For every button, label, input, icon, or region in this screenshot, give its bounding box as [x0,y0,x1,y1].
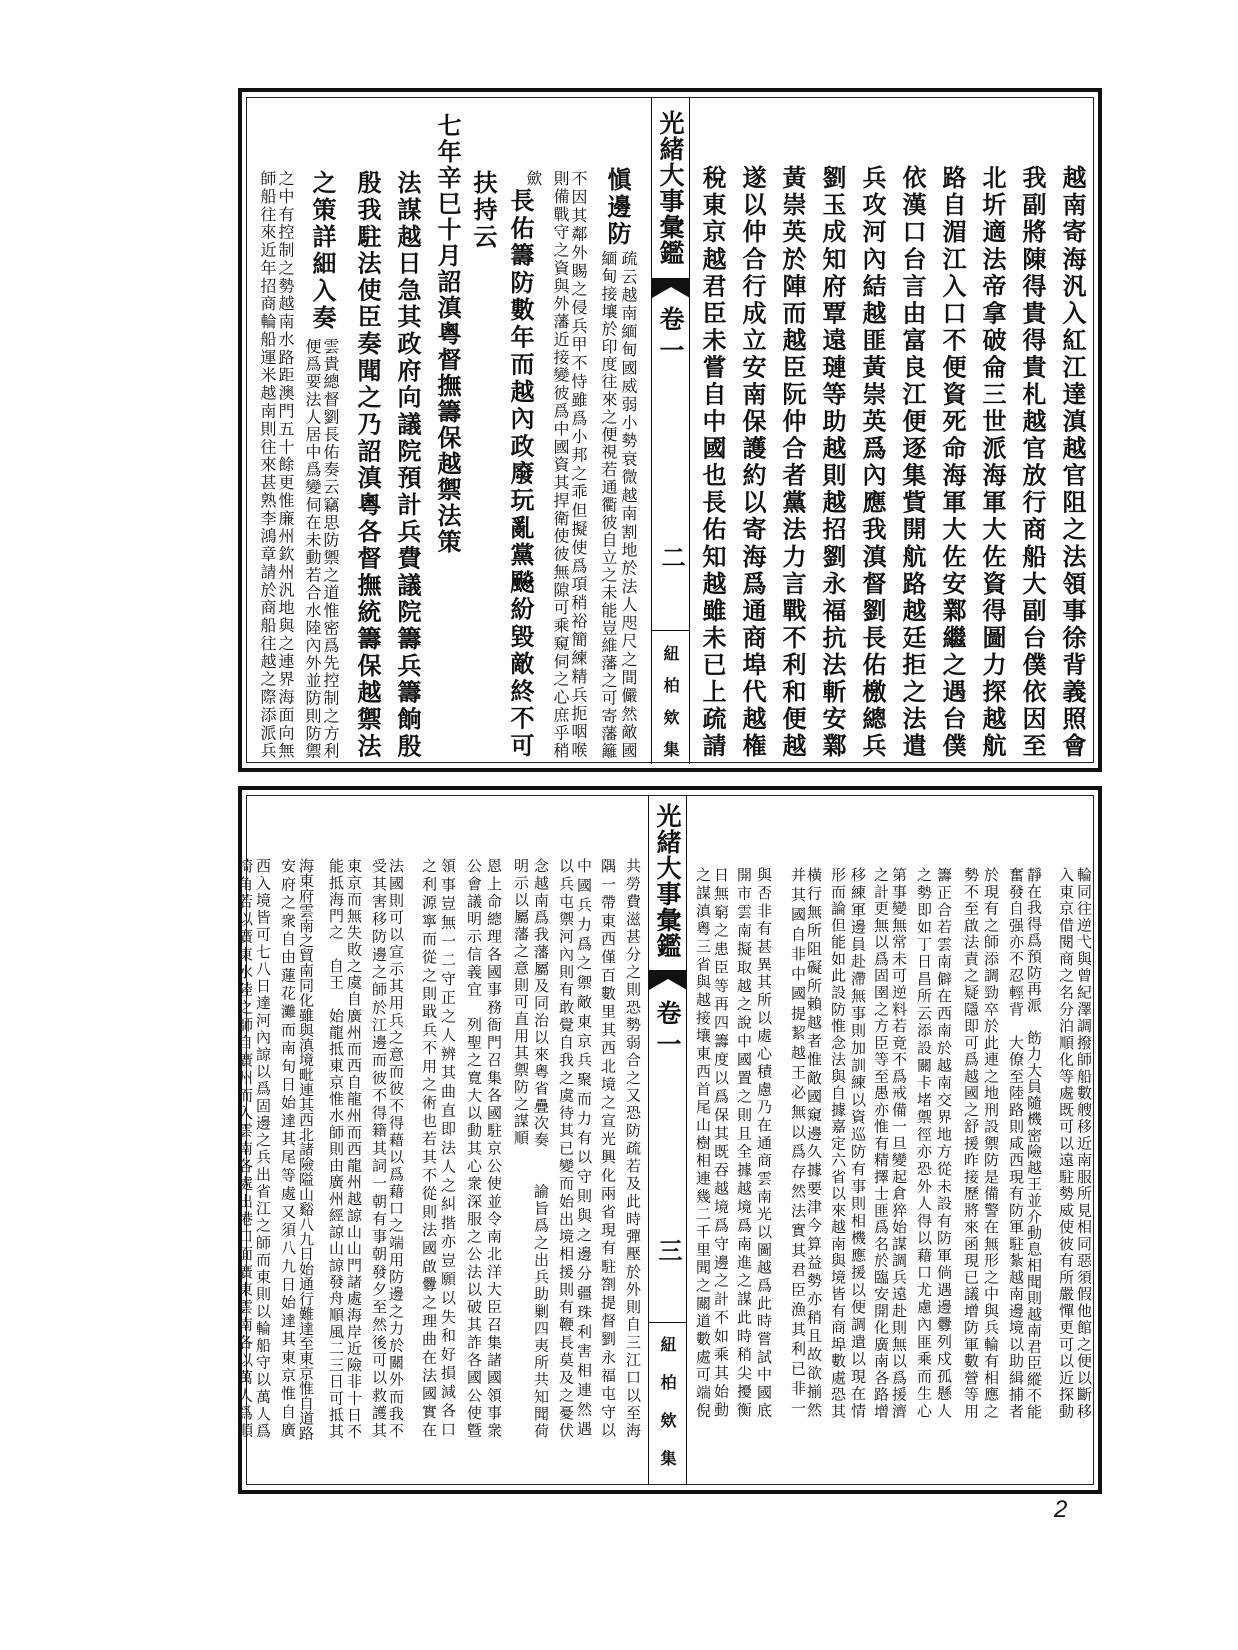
annotation-column: 領事豈無一二守正之人辨其曲直即法人之糾揩亦豈願以失和好損減各口 [439,858,457,1440]
annotation-column: 海東府雲南之貿南同化雖與滇境毗連其西北諸險隘山谿八九日始通行難達至東京惟自道路 [297,858,315,1441]
annotation-column: 以兵屯禦河內則有敢覺自我之虞待其已變而始出境相援則有鞭長莫及之憂伏 [557,858,575,1440]
annotation-column: 安府之衆自由蓮花灘而南旬日始達其尾等處又須八九日始達其東京惟自廣 [279,858,297,1440]
annotation-column: 中國兵力爲之禦敵東京兵聚而力有以守則與之邊分疆珠利害相連然遇 [575,858,593,1440]
volume-label: 卷一 [656,306,685,368]
annotation-column: 勢不至啟法責之疑隱即可爲越國之舒援昨接歷將來函現已議增防軍數營等用 [962,867,980,1420]
annotation-column: 西入境皆可七八日達河內諒以爲固邊之兵出省江之師而東則以輪船守以萬人爲 [254,858,272,1440]
annotation-column: 法國則可以宣示其用兵之意而彼不得藉以爲藉口之端用防邊之力於關外而我不 [387,858,405,1440]
annotation-column: 靜在我得爲預防再派 飭力大員隨機密險越王並介動息相聞則越南君臣縱不能 [1025,867,1043,1420]
text-column: 劉玉成知府覃遠璉等助越則越招劉永福抗法斬安鄴 [818,165,847,760]
annotation-column: 并其國自非中國提絜越王必無以爲存然法實其君臣漁其利已非一 [789,867,807,1420]
text-column: 遂以仲合行成立安南保護約以寄海爲通商埠代越権 [738,165,767,760]
annotation-column: 便爲要法人居中爲變伺在未動若合水陸內外並防則防禦 [303,338,322,760]
text-column: 北圻適法帝拿破侖三世派海軍大佐資得圖力探越航 [978,165,1007,760]
text-column: 依漢口台言由富良江便逐集貲開航路越廷拒之法遣 [898,165,927,760]
book-title: 光緒大事彙鑑 [653,803,682,959]
header-column-rule [648,796,649,1484]
text-column: 黃崇英於陣而越臣阮仲合者黨法力言戰不利和便越 [778,165,807,760]
publisher-label: 紐柏欸集 [658,1336,677,1488]
annotation-column: 形而論但能如此設防惟念法與自據嘉定六省以來越南與境皆有商埠數處恐其 [829,867,847,1420]
text-column: 殷我駐法使臣奏聞之乃詔滇粵各督撫統籌保越禦法 [353,170,382,760]
text-column: 扶持云 [469,170,498,251]
annotation-column: 橫行無所阻礙所賴越者惟敵國窺邊久據要津今算益勢亦稍且故欲揃然 [805,867,823,1420]
annotation-column: 受其害移防邊之師於江邊而彼不得籍其詞一朝有事朝發夕至然後可以救護其 [370,858,388,1440]
folio-number: 三 [654,1238,683,1262]
annotation-column: 隅一帶東西僅百數里其西北境之宣光興化兩省現有駐劄提督劉永福屯守以 [599,858,617,1440]
annotation-column: 不因其鄰外賜之侵兵甲不恃雖爲小邦之乖但擬使爲項稍裕簡練精兵扼咽喉 [569,170,588,760]
annotation-column: 第事變無常未可逆料若竟不爲戒備一旦變起倉猝始謀調兵遠赴則無以爲援濟 [890,867,908,1420]
annotation-column: 奮發自强亦不忍輕背 大僚至陸路則咸西現有防軍駐紮越南邊境以助緝捕者 [1007,867,1025,1420]
annotation-column: 移練軍邊員赴滯無事則加訓練以資巡防有事則相機應援以便調遣以現在情 [849,867,867,1420]
annotation-column: 輪同往逆弋與曾紀澤調撥師船數艘移近南服所見相同惡須假他館之便以斷移 [1075,867,1093,1420]
annotation-column: 日無窮之患臣等再四籌度以爲保其既吞越境爲守邊之計不如乘其始動 [712,867,730,1420]
entry-heading: 愼邊防 [603,167,632,248]
annotation-column: 東京而無失敗之虞自廣州而西自龍州而西龍州越諒山山門諸處海岸近險非十日不 [345,858,363,1440]
annotation-column: 犄角若以廣東水陸之師自廣州而入雲南各處出港口面廣東雲南各以萬人爲順 [236,858,254,1440]
text-column: 法謀越日急其政府向議院預計兵費議院籌兵籌餉殷 [393,170,422,760]
header-column-rule [686,796,687,1484]
annotation-column: 恩上命總理各國事務衙門召集各國駐京公使並令南北洋大臣召集諸國領事衆 [485,858,503,1440]
annotation-column: 之利源寧而從之則戢兵不用之術也若其不從則法國啟釁之理曲在法國實在 [420,858,438,1440]
annotation-column: 緬甸接壤於印度往來之便視若通衢彼自立之未能豈維藩之可寄藩籬 [599,250,618,760]
text-column: 兵攻河內結越匪黃崇英爲內應我滇督劉長佑檄總兵 [858,165,887,760]
folio-number: 二 [657,545,686,569]
annotation-column: 雲貴總督劉長佑奏云竊思防禦之道惟密爲先控制之方利 [321,338,340,760]
page-number: 2 [1054,1496,1068,1523]
annotation-column: 開市雲南擬取越之說中國置之則且全據越境爲南進之謀此時稍尖擾衡 [735,867,753,1420]
header-divider [651,630,690,631]
annotation-column: 明示以屬藩之意則可直用其禦防之謀順 [512,858,530,1147]
annotation-column: 於現有之師添調勁卒於此連之地刑設禦防是備警在無形之中與兵輪有相應之 [982,867,1000,1420]
volume-label: 卷一 [653,1000,682,1062]
text-column: 長佑籌防數年而越內政廢玩亂黨飈紛毀敵終不可 [506,188,535,760]
text-column: 越南寄海汎入紅江達滇越官阻之法領事徐背義照會 [1058,165,1087,760]
annotation-column: 入東京借閱商之名分泊順化等處既可以遠駐勢威使彼有所嚴憚更可以近探動 [1057,867,1075,1420]
annotation-column: 之計更無以爲固圉之方臣等至愚亦惟有精擇士匪爲名於臨安開化廣南各路增 [872,867,890,1420]
entry-heading: 七年辛巳十月詔滇粵督撫籌保越禦法策 [433,113,462,555]
text-column: 我副將陳得貴得貴札越官放行商船大副台僕依因至 [1018,165,1047,760]
header-column-rule [689,98,690,764]
annotation-column: 師船往來近年招商輪船運米越南則往來甚熟李鴻章請於商船往越之際添派兵 [258,170,277,760]
book-title: 光緒大事彙鑑 [656,110,685,266]
header-divider [648,1322,687,1323]
header-column-rule [651,98,652,764]
annotation-column: 籌正合若雲南僻在西南於越南交界地方從未設有防軍倘遇邊釁列戍孤懸人 [935,867,953,1420]
annotation-column: 之勢即如丁日昌所云添設關卡堵禦徑亦恐外人得以藉口尤慮內匪乘而生心 [915,867,933,1420]
annotation-column: 則備戰守之資與外藩近接變彼爲中國資其捍衛使彼無隙可乘窺伺之心庶乎稍 [551,170,570,760]
annotation-column: 公會議明示信義宜 列聖之寬大以動其心衆深服之公法以破其詐各國公使曁 [465,858,483,1440]
annotation-column: 共勞費滋甚分之則恐勢弱合之又恐防疏若及此時彈壓於外則自三江口以至海 [624,858,642,1440]
annotation-column: 歛 [524,170,543,186]
annotation-column: 能抵海門之 自王 始龍抵東京惟水師則由廣州經諒山諒發舟順風二三日可抵其 [327,858,345,1440]
annotation-column: 念越南爲我藩屬及同治以來粵省疊次奏 諭旨爲之出兵助剿四夷所共知聞荷 [532,858,550,1440]
annotation-column: 之謀滇粵三省與越接壤東西首尾山樹相連幾二千里聞之關道數處可端倪 [694,867,712,1420]
annotation-column: 疏云越南緬甸國威弱小勢衰微越南割地於法人咫尺之間儼然敵國 [619,250,638,760]
annotation-column: 之中有控制之勢越南水路距澳門五十餘更惟廉州欽州汎地與之連界海面向無 [276,170,295,760]
publisher-label: 紐柏欸集 [661,645,680,773]
text-column: 稅東京越君臣未嘗自中國也長佑知越雖未已上疏請 [698,165,727,760]
text-column: 路自湄江入口不便資死命海軍大佐安鄴繼之遇台僕 [938,165,967,760]
annotation-column: 與否非有甚異其所以處心積慮乃在通商雲南光以圖越爲此時嘗試中國底 [755,867,773,1420]
text-column: 之策詳細入奏 [308,170,337,332]
